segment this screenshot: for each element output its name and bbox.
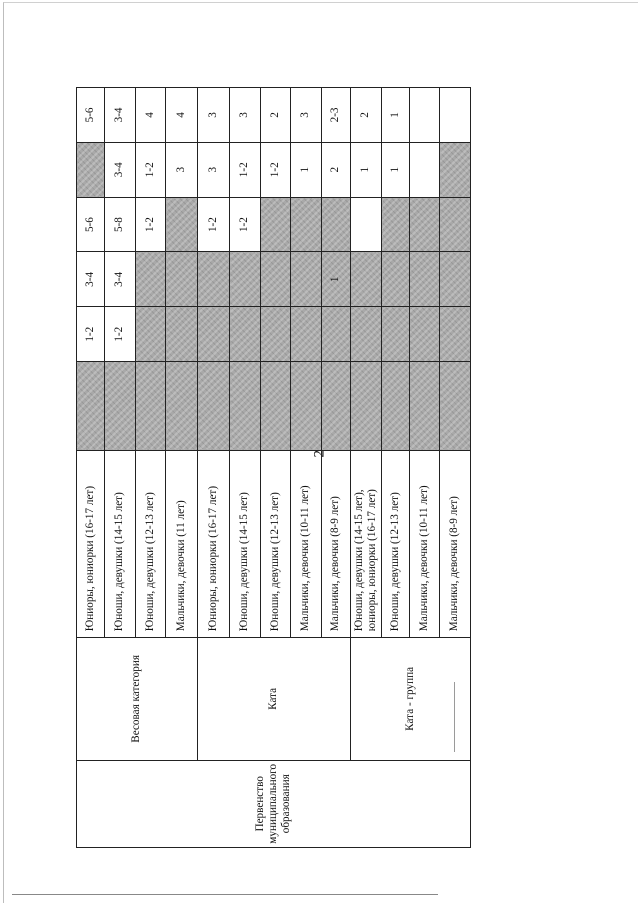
value-cell: [440, 88, 471, 143]
value-cell: [410, 252, 440, 307]
value-cell: 1: [322, 252, 351, 307]
value-cell: 3: [166, 142, 198, 197]
value-cell: [440, 252, 471, 307]
value-cell: [351, 307, 382, 362]
value-cell: [166, 197, 198, 252]
value-cell: [136, 307, 166, 362]
group-kata-team: Ката - группа: [351, 638, 471, 760]
competition-cell: Первенство муниципального образования: [77, 760, 471, 847]
value-cell: 5-8: [105, 197, 136, 252]
value-cell: [351, 197, 382, 252]
value-cell: 4: [136, 88, 166, 143]
value-cell: [322, 197, 351, 252]
row-label: Юниоры, юниорки (16-17 лет): [198, 450, 230, 638]
value-cell: [382, 252, 410, 307]
value-cell: [198, 252, 230, 307]
value-cell: [261, 197, 291, 252]
value-cell: [382, 307, 410, 362]
value-cell: [230, 252, 261, 307]
value-cell: [261, 252, 291, 307]
table-row: [351, 88, 382, 848]
value-cell: [410, 142, 440, 197]
row-label: Мальчики, девочки (8-9 лет): [322, 450, 351, 638]
row-label: Юноши, девушки (14-15 лет): [105, 450, 136, 638]
value-cell: [351, 252, 382, 307]
value-cell: 3: [230, 88, 261, 143]
value-cell: 2: [322, 142, 351, 197]
value-cell: [440, 142, 471, 197]
value-cell: [230, 362, 261, 451]
value-cell: [198, 307, 230, 362]
row-label: Мальчики, девочки (11 лет): [166, 450, 198, 638]
value-cell: 3-4: [105, 88, 136, 143]
row-label: Юноши, девушки (12-13 лет): [261, 450, 291, 638]
value-cell: 2: [351, 88, 382, 143]
value-cell: [410, 307, 440, 362]
table-row: [198, 88, 230, 848]
value-cell: [410, 88, 440, 143]
value-cell: [291, 307, 322, 362]
value-cell: [136, 252, 166, 307]
value-cell: [382, 362, 410, 451]
value-cell: 3-4: [105, 142, 136, 197]
row-label: Юноши, девушки (12-13 лет): [136, 450, 166, 638]
value-cell: 1-2: [105, 307, 136, 362]
value-cell: 2-3: [322, 88, 351, 143]
row-label: Юноши, девушки (12-13 лет): [382, 450, 410, 638]
value-cell: [77, 142, 105, 197]
value-cell: 5-6: [77, 197, 105, 252]
group-kata: Ката: [198, 638, 351, 760]
value-cell: [322, 307, 351, 362]
value-cell: 1-2: [230, 197, 261, 252]
value-cell: 1-2: [136, 142, 166, 197]
table-row: [77, 88, 105, 848]
value-cell: [410, 362, 440, 451]
value-cell: [261, 307, 291, 362]
value-cell: [198, 362, 230, 451]
group-weight-category: Весовая категория: [77, 638, 198, 760]
value-cell: 1: [382, 88, 410, 143]
row-label: Мальчики, девочки (8-9 лет): [440, 450, 471, 638]
value-cell: 1: [382, 142, 410, 197]
value-cell: [382, 197, 410, 252]
value-cell: [440, 197, 471, 252]
value-cell: [440, 307, 471, 362]
margin-line: [454, 682, 455, 752]
value-cell: 3: [198, 142, 230, 197]
value-cell: 3-4: [77, 252, 105, 307]
value-cell: [230, 307, 261, 362]
value-cell: 2: [261, 88, 291, 143]
value-cell: [440, 362, 471, 451]
value-cell: 3: [291, 88, 322, 143]
row-label: Юниоры, юниорки (16-17 лет): [77, 450, 105, 638]
value-cell: [351, 362, 382, 451]
row-label: Мальчики, девочки (10-11 лет): [291, 450, 322, 638]
value-cell: 1-2: [136, 197, 166, 252]
value-cell: [261, 362, 291, 451]
value-cell: [291, 197, 322, 252]
value-cell: 1: [291, 142, 322, 197]
footer-rule: [12, 894, 438, 895]
value-cell: 1-2: [198, 197, 230, 252]
value-cell: [322, 362, 351, 451]
value-cell: [166, 252, 198, 307]
value-cell: [166, 307, 198, 362]
value-cell: 1-2: [230, 142, 261, 197]
results-table: [76, 87, 471, 848]
value-cell: 5-6: [77, 88, 105, 143]
value-cell: [291, 252, 322, 307]
value-cell: 3: [198, 88, 230, 143]
row-label: Юноши, девушки (14-15 лет): [230, 450, 261, 638]
value-cell: 3-4: [105, 252, 136, 307]
row-label: Юноши, девушки (14-15 лет), юниоры, юниорки (16-17 лет): [351, 450, 382, 638]
row-label: Мальчики, девочки (10-11 лет): [410, 450, 440, 638]
value-cell: [291, 362, 322, 451]
value-cell: [105, 362, 136, 451]
value-cell: [410, 197, 440, 252]
value-cell: 1-2: [77, 307, 105, 362]
value-cell: [166, 362, 198, 451]
value-cell: [136, 362, 166, 451]
value-cell: 1-2: [261, 142, 291, 197]
value-cell: [77, 362, 105, 451]
rotated-table-container: [76, 87, 461, 848]
value-cell: 4: [166, 88, 198, 143]
value-cell: 1: [351, 142, 382, 197]
